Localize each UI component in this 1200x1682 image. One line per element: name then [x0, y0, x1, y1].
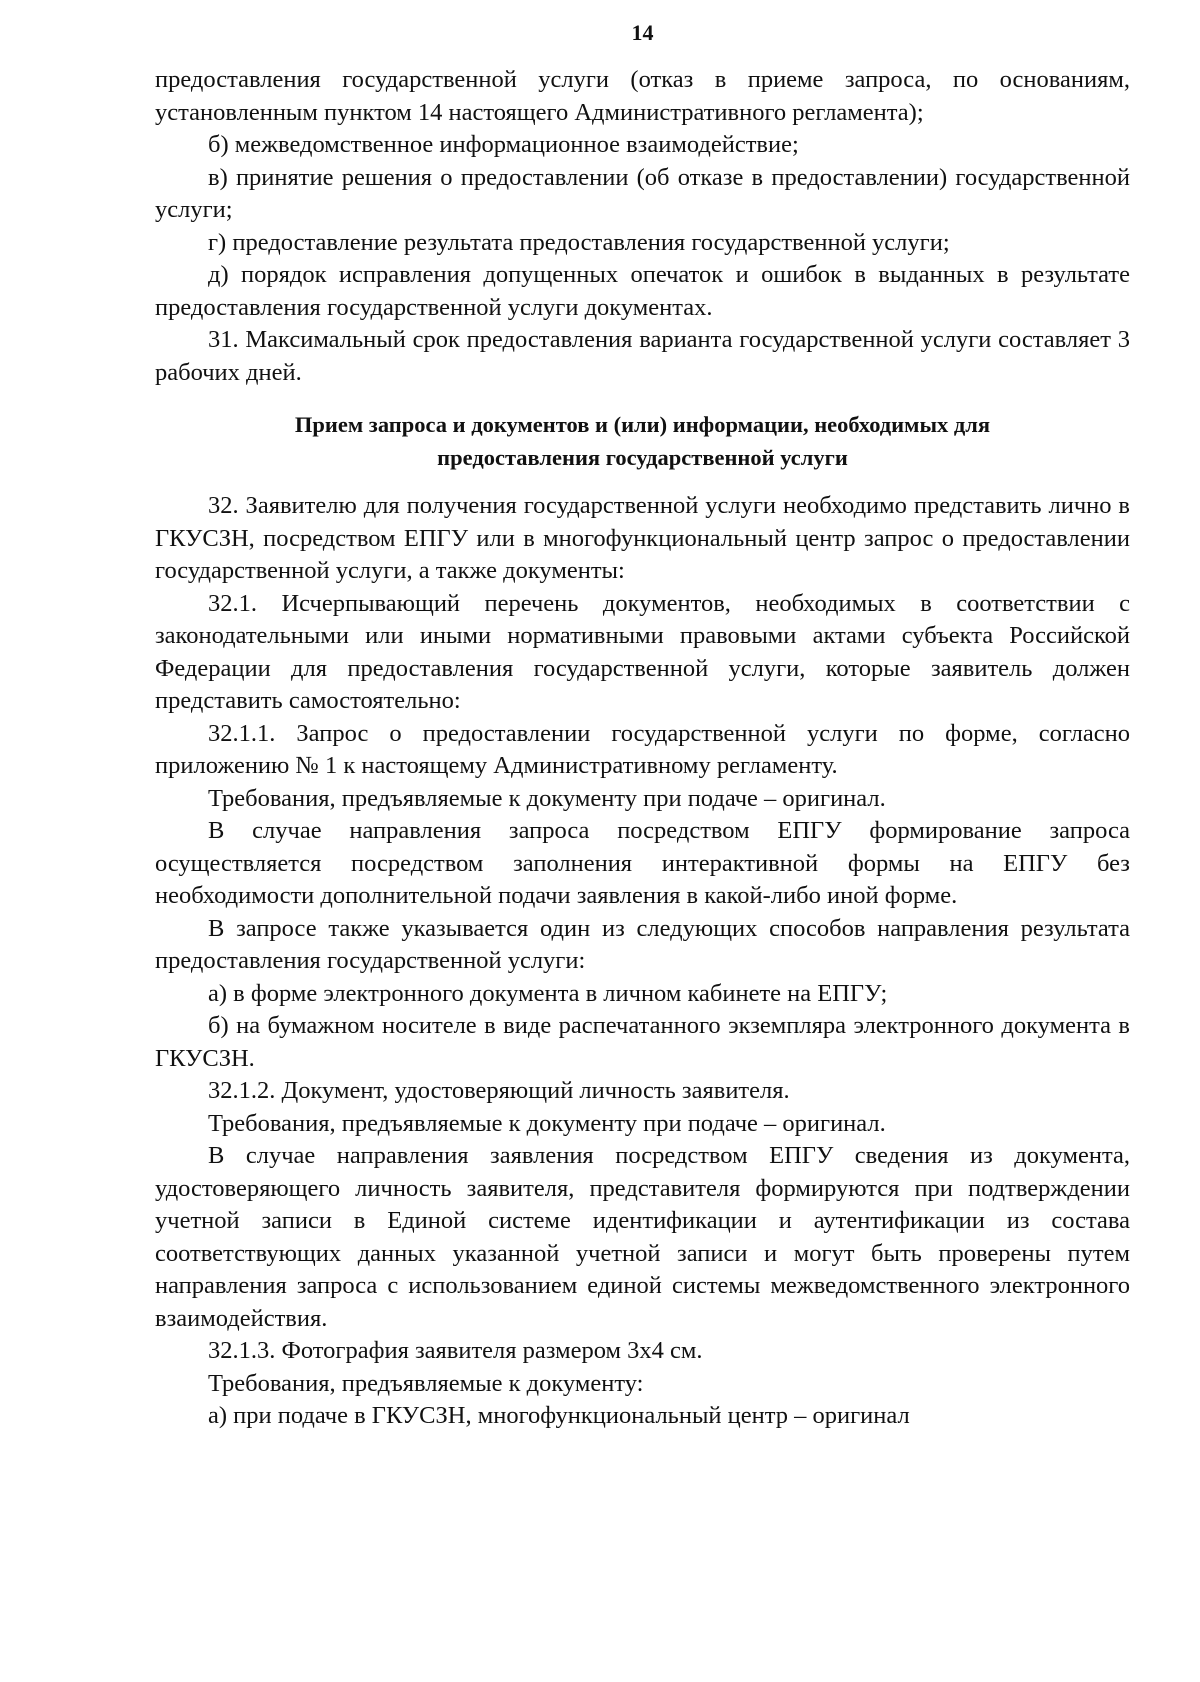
paragraph: Требования, предъявляемые к документу при подаче – оригинал.	[208, 784, 886, 812]
paragraph: б) межведомственное информационное взаимодействие;	[208, 131, 799, 158]
paragraph: 32.1. Исчерпывающий перечень документов, необходимых в соответствии с законодательными или иными нормативными правовыми актами субъекта Российской Федерации для предоставления государственной услуги, которые заявитель должен представить самостоятельно:	[155, 589, 1130, 714]
paragraph: а) при подаче в ГКУСЗН, многофункциональный центр – оригинал	[208, 1402, 910, 1429]
paragraph: д) порядок исправления допущенных опечаток и ошибок в выданных в результате предоставления государственной услуги документах.	[155, 261, 1130, 321]
paragraph: 32.1.3. Фотография заявителя размером 3х4 см.	[208, 1337, 703, 1364]
paragraph: В случае направления заявления посредством ЕПГУ сведения из документа, удостоверяющего личность заявителя, представителя формируются при подтверждении учетной записи в Единой системе идентификации и аутентификации из состава соответствующих данных указанной учетной записи и могут быть проверены путем направления запроса с использованием единой системы межведомственного электронного взаимодействия.	[155, 1142, 1130, 1332]
paragraph: Требования, предъявляемые к документу:	[208, 1369, 644, 1397]
paragraph: В запросе также указывается один из следующих способов направления результата предоставления государственной услуги:	[155, 914, 1130, 974]
paragraph: 32.1.2. Документ, удостоверяющий личность заявителя.	[208, 1077, 790, 1104]
paragraph: 32. Заявителю для получения государственной услуги необходимо представить лично в ГКУСЗН, посредством ЕПГУ или в многофункциональный центр запрос о предоставлении государственной услуги, а также документы:	[155, 492, 1130, 584]
document-page	[155, 18, 1130, 1433]
body-text-top	[155, 64, 1130, 389]
paragraph: в) принятие решения о предоставлении (об отказе в предоставлении) государственной услуги;	[155, 163, 1130, 223]
body-text-bottom	[155, 490, 1130, 1433]
section-heading-line-2: предоставления государственной услуги	[437, 444, 848, 470]
paragraph: 32.1.1. Запрос о предоставлении государственной услуги по форме, согласно приложению № 1 к настоящему Административному регламенту.	[155, 719, 1130, 779]
paragraph: В случае направления запроса посредством ЕПГУ формирование запроса осуществляется посредством заполнения интерактивной формы на ЕПГУ без необходимости дополнительной подачи заявления в какой-либо иной форме.	[155, 817, 1130, 909]
paragraph: а) в форме электронного документа в личном кабинете на ЕПГУ;	[208, 979, 888, 1007]
page-number: 14	[631, 20, 654, 45]
paragraph: г) предоставление результата предоставления государственной услуги;	[208, 228, 950, 256]
paragraph: Требования, предъявляемые к документу при подаче – оригинал.	[208, 1109, 886, 1137]
paragraph: б) на бумажном носителе в виде распечатанного экземпляра электронного документа в ГКУСЗН.	[155, 1012, 1130, 1072]
paragraph: 31. Максимальный срок предоставления варианта государственной услуги составляет 3 рабочих дней.	[155, 326, 1130, 386]
section-heading	[155, 409, 1130, 474]
paragraph: предоставления государственной услуги (отказ в приеме запроса, по основаниям, установленным пунктом 14 настоящего Административного регламента);	[155, 66, 1130, 126]
section-heading-line-1: Прием запроса и документов и (или) информации, необходимых для	[294, 412, 991, 437]
